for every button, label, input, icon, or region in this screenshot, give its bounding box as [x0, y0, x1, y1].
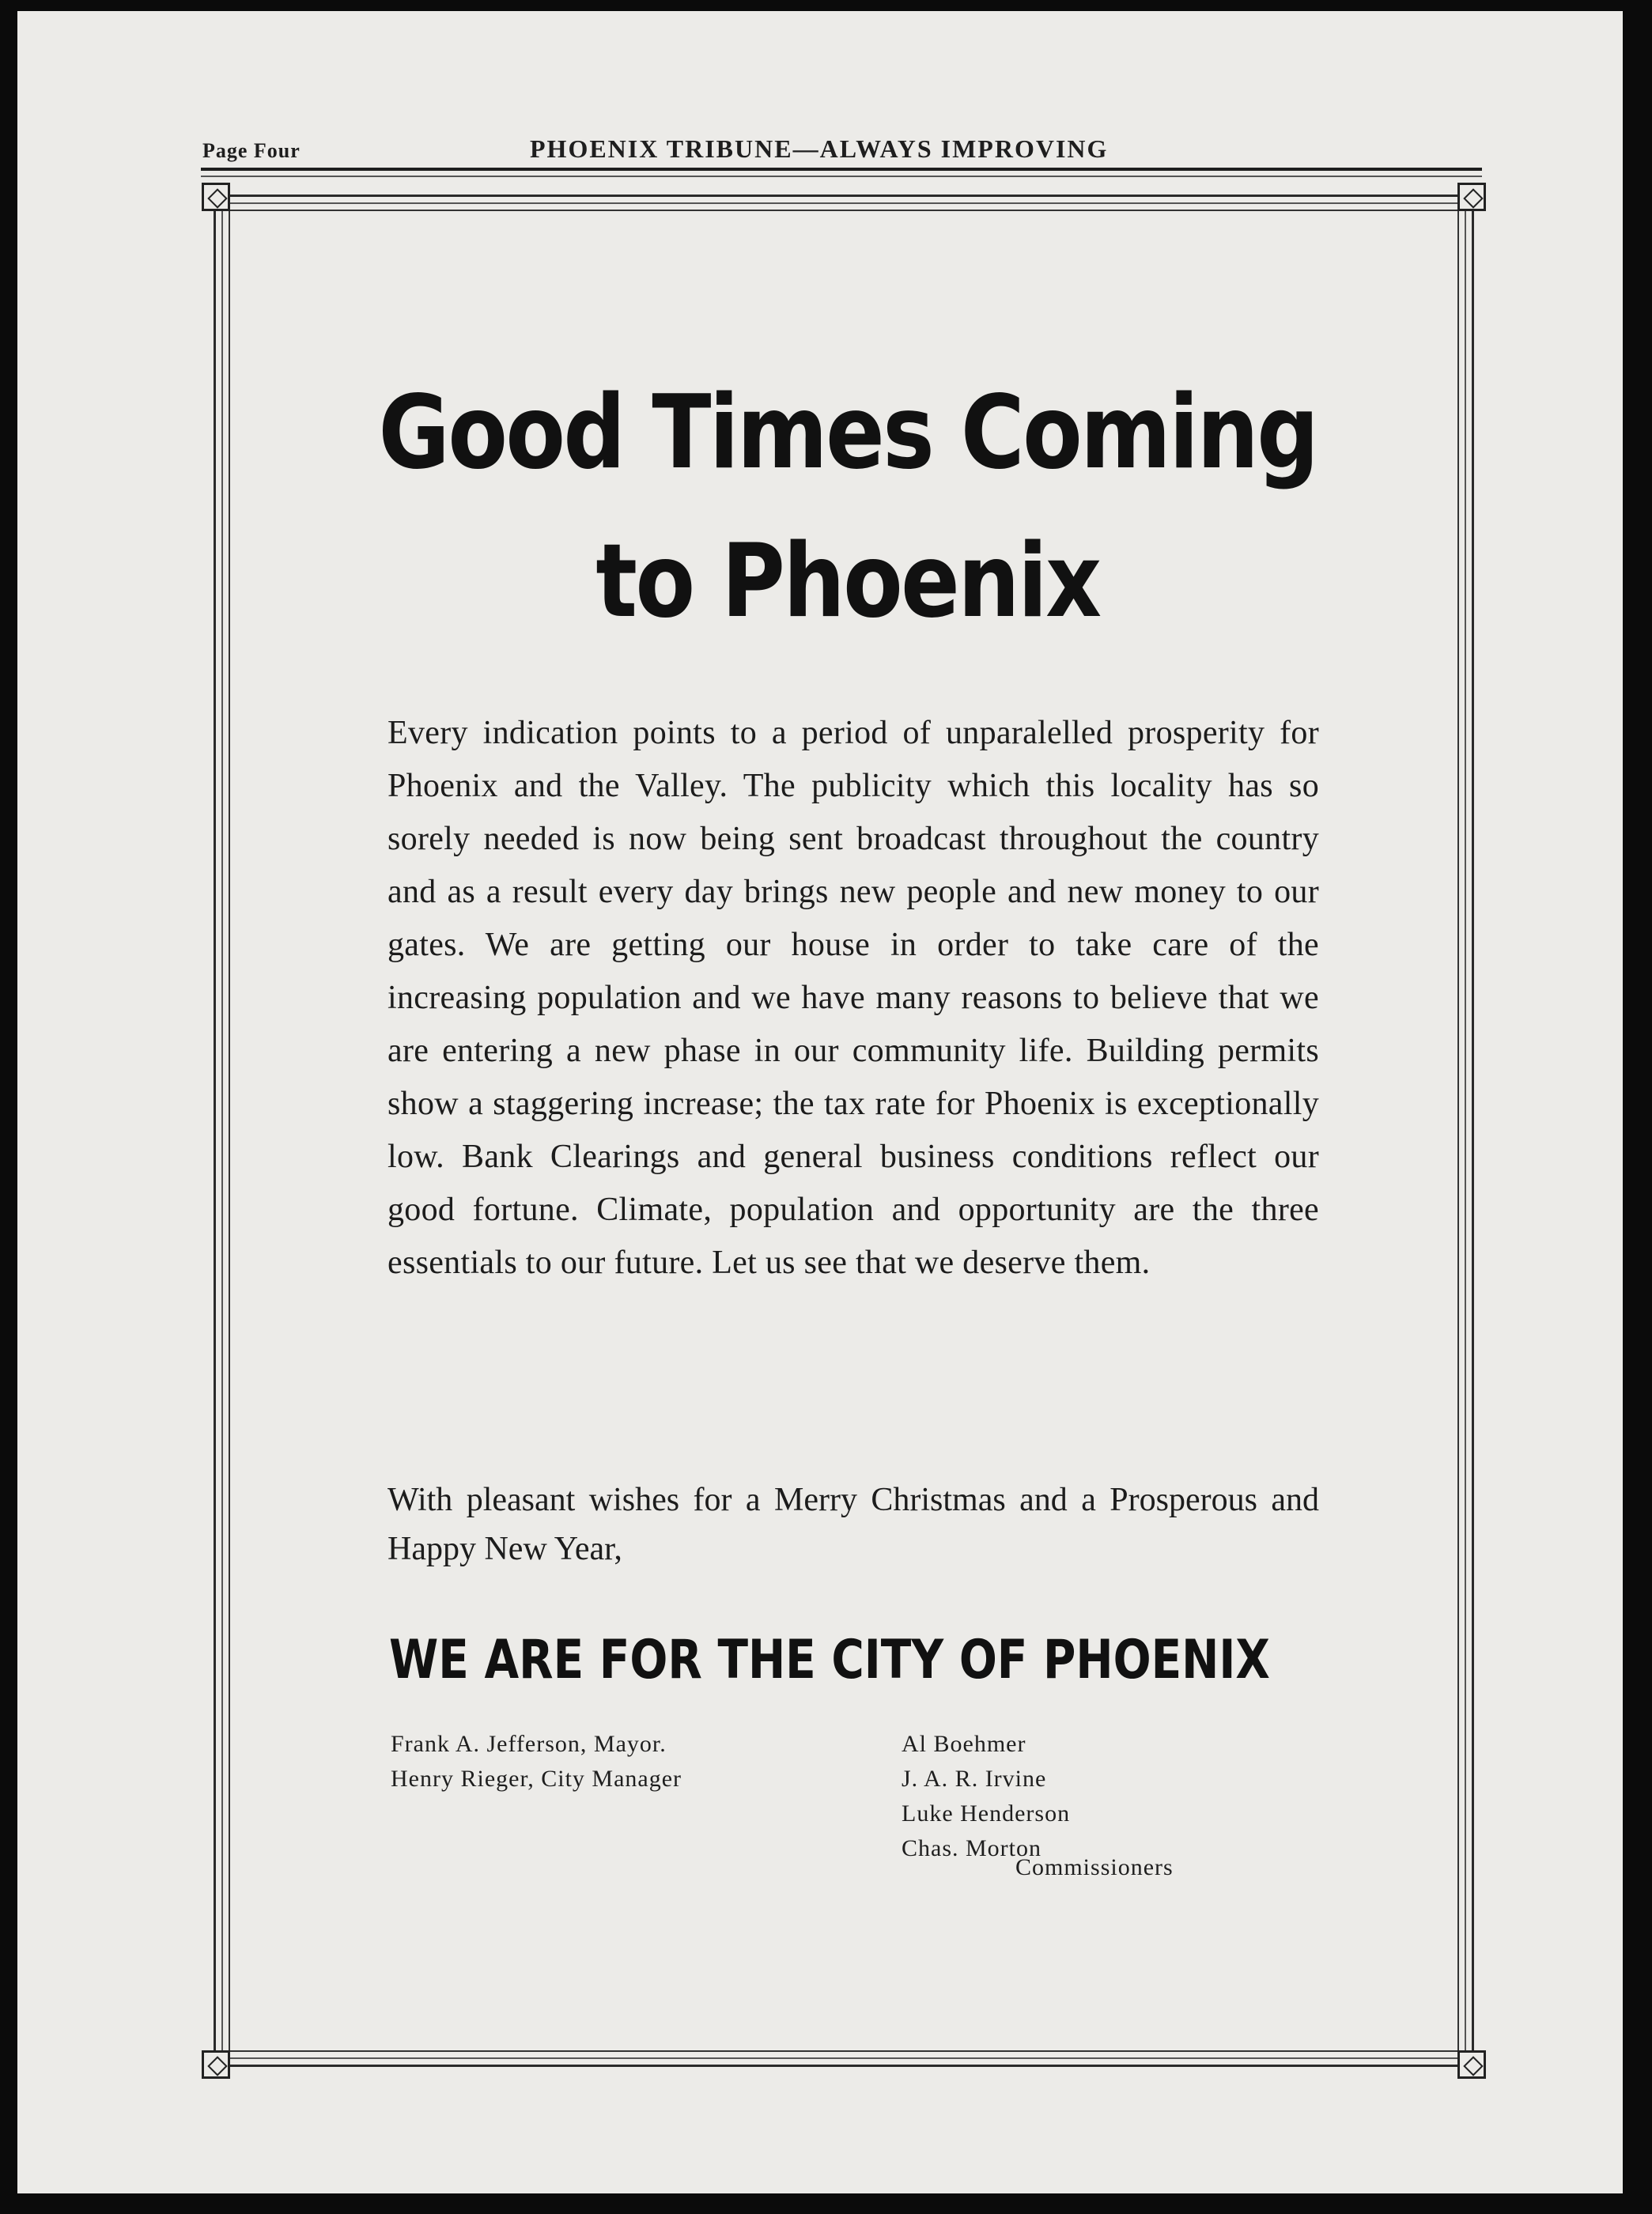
- page-number-label: Page Four: [202, 139, 301, 162]
- corner-ornament-icon: [202, 2050, 230, 2079]
- corner-ornament-icon: [1457, 183, 1486, 211]
- signatory-name: Frank A. Jefferson, Mayor.: [391, 1731, 667, 1757]
- signatory-name: Luke Henderson: [902, 1800, 1071, 1827]
- corner-ornament-icon: [202, 183, 230, 211]
- header-rule-thin: [201, 176, 1482, 177]
- signatory-name: Henry Rieger, City Manager: [391, 1766, 682, 1792]
- corner-ornament-icon: [1457, 2050, 1486, 2079]
- signatory-name: Chas. Morton: [902, 1835, 1041, 1861]
- newspaper-page: [17, 11, 1623, 2193]
- signatories-right: [902, 1727, 1070, 1866]
- advertisement-body: Every indication points to a period of unparalelled prosperity for Phoenix and the Valley. The publicity which this locality has so sorely needed is now being sent broadcast throughout the country and as a result every day brings new people and new money to our gates. We are getting our house in order to take care of the increasing population and we have many reasons to believe that we are entering a new phase in our community life. Building permits show a staggering increase; the tax rate for Phoenix is exceptionally low. Bank Clearings and general business conditions reflect our good fortune. Climate, population and opportunity are the three essentials to our future. Let us see that we deserve them.: [387, 715, 1319, 1281]
- holiday-greeting: With pleasant wishes for a Merry Christmas and a Prosperous and Happy New Year,: [387, 1482, 1319, 1567]
- advertisement-headline: [338, 359, 1358, 656]
- headline-line-1: Good Times Coming: [378, 374, 1317, 492]
- signatory-name: Al Boehmer: [902, 1731, 1026, 1757]
- headline-line-2: to Phoenix: [595, 523, 1100, 640]
- signatory-name: J. A. R. Irvine: [902, 1766, 1047, 1792]
- commissioners-label: Commissioners: [1015, 1854, 1174, 1880]
- advertisement-slogan: WE ARE FOR THE CITY OF PHOENIX: [389, 1629, 1270, 1691]
- publication-title: PHOENIX TRIBUNE—ALWAYS IMPROVING: [530, 134, 1109, 163]
- signatories-left: [391, 1727, 682, 1797]
- header-rule: [201, 168, 1482, 171]
